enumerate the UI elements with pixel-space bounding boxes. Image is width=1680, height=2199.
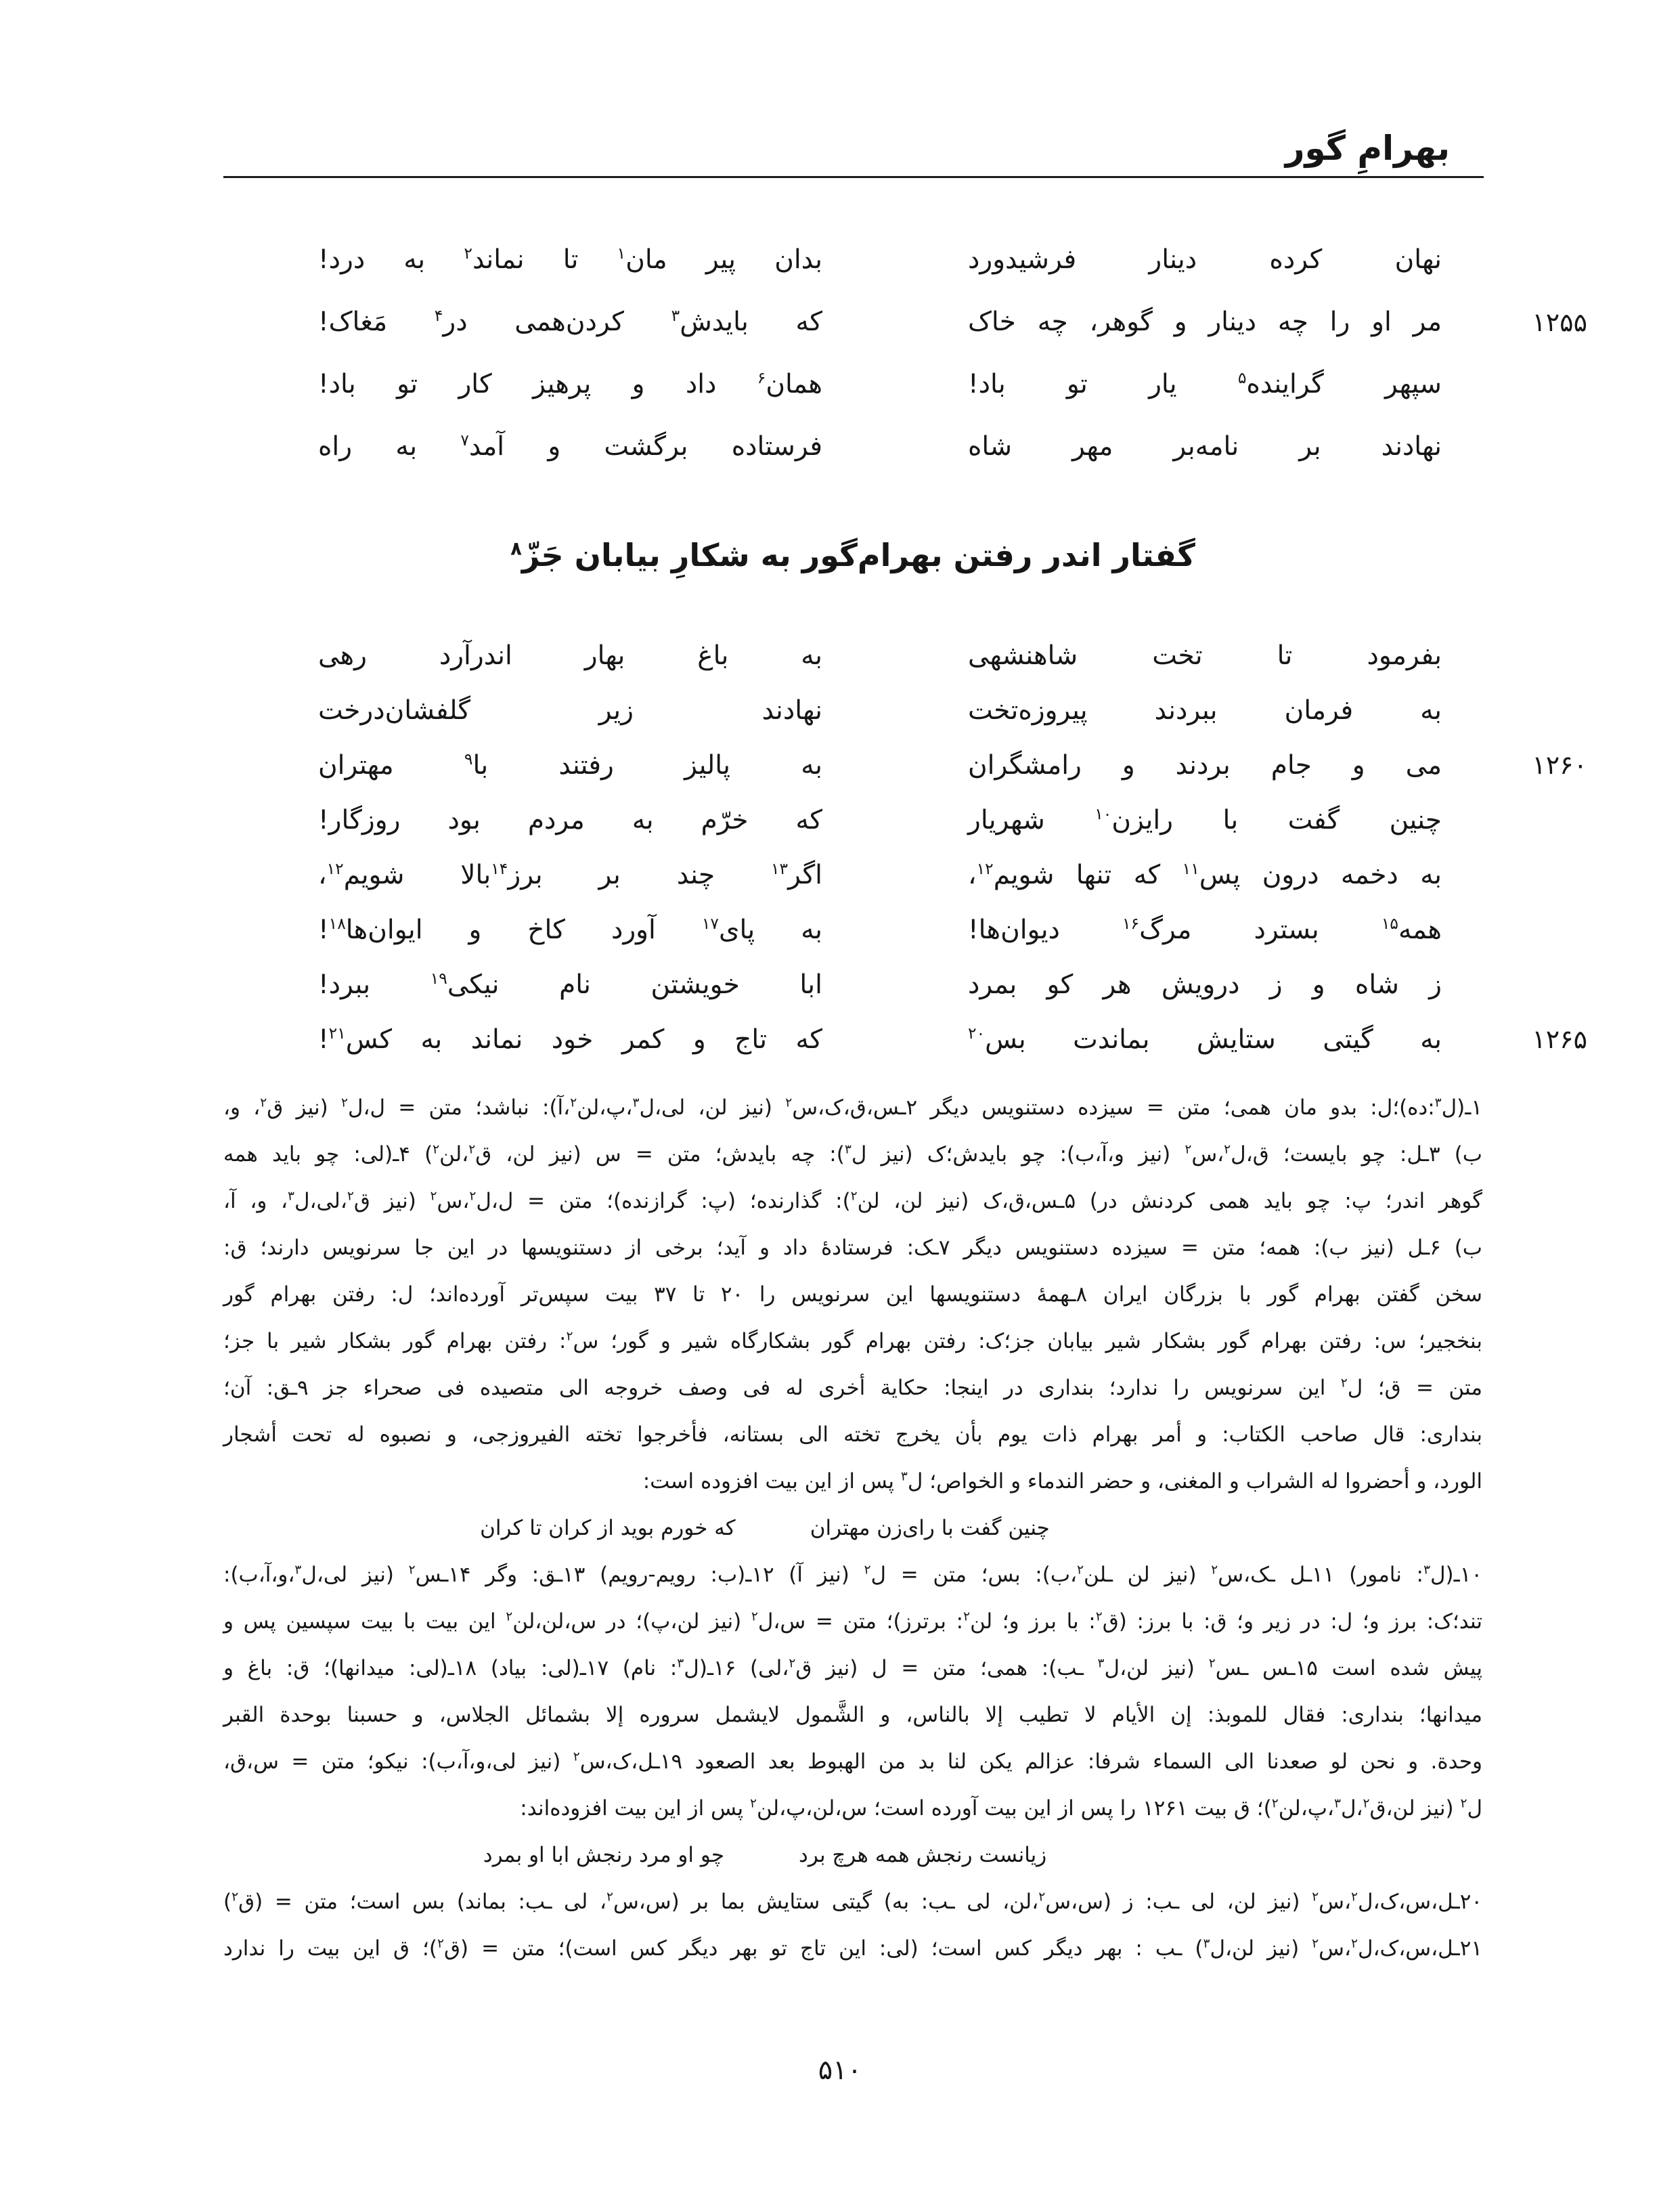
footnote-row [223, 1598, 1482, 1645]
hemistich-left: همان$^۶$ داد و پرهیز کار تو باد! [318, 368, 822, 399]
footnote-row [223, 1318, 1482, 1365]
footnote-text: پیش شده است ۱۵ـس ـس$^۲$ (نیز لن،ل$^۳$ ـب): همی؛ متن = ل (نیز ق$^۲$،لی) ۱۶ـ(ل$^۳$: نام) ۱۷ـ(لی: بیاد) ۱۸ـ(لی: میدانها)؛ ق: باغ و [223, 1656, 1482, 1680]
footnote-verse-right: زیانست رنجش همه هرچ برد [799, 1843, 1047, 1867]
footnote-text: ۲۱ـل،س،ک،ل$^۲$،س$^۲$ (نیز لن،ل$^۳$) ـب : بهر دیگر کس است؛ (لی: این تاج تو بهر دیگر کس است)؛ متن = (ق$^۲$)؛ ق این بیت را ندارد [223, 1936, 1482, 1961]
footnote-verse-right: چنین گفت با رای‌زن مهتران [810, 1516, 1050, 1540]
footnote-row [223, 1085, 1482, 1131]
footnote-text: ب) ۶ـل (نیز ب): همه؛ متن = سیزده دستنویس دیگر ۷ـک: فرستادهٔ داد و آید؛ برخی از دستنویسها در این جا سرنویس دارند؛ ق: [223, 1236, 1482, 1260]
hemistich-left: اگر$^{۱۳}$ چند بر برز$^{۱۴}$بالا شویم$^{۱۲}$، [318, 859, 822, 890]
footnote-text: تند؛ک: برز و؛ ل: در زیر و؛ ق: با برز: (ق$^۲$: با برز و؛ لن$^۲$: برترز)؛ متن = س،ل$^۲$ (نیز لن،پ)؛ در س،لن،لن$^۲$ این بیت با بیت سپسین پس و [223, 1609, 1483, 1634]
footnote-row [223, 1458, 1482, 1505]
hemistich-left: به پای$^{۱۷}$ آورد کاخ و ایوان‌ها$^{۱۸}$! [318, 914, 822, 945]
verse-couplet-row [223, 416, 1482, 478]
footnote-row [223, 1225, 1482, 1271]
footnote-row [223, 1365, 1482, 1412]
footnote-text: الورد، و أحضروا له الشراب و المغنی، و حضر الندماء و الخواص؛ ل$^۳$ پس از این بیت افزوده است: [642, 1469, 1482, 1494]
footnote-row [223, 1552, 1482, 1598]
verse-couplet-row [223, 848, 1482, 902]
hemistich-left: فرستاده برگشت و آمد$^۷$ به راه [318, 431, 822, 462]
header-rule [223, 176, 1484, 178]
hemistich-left: که تاج و کمر خود نماند به کس$^{۲۱}$! [318, 1024, 822, 1055]
hemistich-left: بدان پیر مان$^۱$ تا نماند$^۲$ به درد! [318, 244, 822, 275]
hemistich-right: به دخمه درون پس$^{۱۱}$ که تنها شویم$^{۱۲}$، [968, 859, 1442, 890]
critical-apparatus-footnotes [223, 1085, 1482, 1972]
hemistich-left: که خرّم به مردم بود روزگار! [318, 805, 822, 835]
hemistich-right: ز شاه و ز درویش هر کو بمرد [968, 970, 1442, 1000]
verse-block-1 [223, 229, 1587, 478]
footnote-text: ۲۰ـل،س،ک،ل$^۲$،س$^۲$ (نیز لن، لی ـب: ز (س،س$^۲$،لن، لی ـب: به) گیتی ستایش بما بر (س،س$^۲$، لی ـب: بماند) بس است؛ متن = (ق$^۲$) [223, 1890, 1482, 1914]
hemistich-right: به فرمان ببردند پیروزه‌تخت [968, 695, 1442, 726]
verse-couplet-row [223, 1012, 1587, 1067]
footnote-row [223, 1645, 1482, 1692]
page-number: ۵۱۰ [818, 2055, 862, 2086]
verse-couplet-row [223, 229, 1482, 291]
verse-line-number: ۱۲۶۵ [1532, 1024, 1587, 1054]
footnote-row [223, 1178, 1482, 1225]
running-head-title: بهرامِ گور [1285, 129, 1450, 168]
footnote-text: ب) ۳ـل: چو بایست؛ ق،ل$^۲$،س$^۲$ (نیز و،آ،ب): چو بایدش؛ک (نیز ل$^۳$): چه بایدش؛ متن = س (نیز لن، ق$^۲$،لن$^۲$) ۴ـ(لی: چو باید همه [223, 1142, 1482, 1167]
footnote-row [223, 1925, 1482, 1972]
hemistich-right: می و جام بردند و رامشگران [968, 750, 1442, 781]
hemistich-left: نهادند زیر گلفشان‌درخت [318, 695, 822, 726]
footnote-text: ل$^۲$ (نیز لن،ق$^۲$،ل$^۳$،پ،لن$^۲$)؛ ق بیت ۱۲۶۱ را پس از این بیت آورده است؛ س،لن،پ،لن$^۲$ پس از این بیت افزوده‌اند: [520, 1796, 1482, 1821]
hemistich-left: ابا خویشتن نام نیکی$^{۱۹}$ ببرد! [318, 969, 822, 1000]
hemistich-right: به گیتی ستایش بماندت بس$^{۲۰}$ [968, 1024, 1442, 1055]
verse-line-number: ۱۲۶۰ [1532, 750, 1587, 780]
footnote-row [223, 1692, 1482, 1739]
footnote-row [223, 1879, 1482, 1925]
hemistich-right: سپهر گراینده$^۵$ یار تو باد! [968, 368, 1442, 399]
footnote-verse-left: چو او مرد رنجش ابا او بمرد [483, 1843, 725, 1867]
footnote-row [223, 1739, 1482, 1785]
footnote-text: بنخجیر؛ س: رفتن بهرام گور بشکار شیر بیابان جز؛ک: رفتن بهرام گور بشکارگاه شیر و گور؛ س$^۲$: رفتن بهرام گور بشکار شیر با جز؛ [223, 1329, 1482, 1353]
footnote-text: متن = ق؛ ل$^۲$ این سرنویس را ندارد؛ بنداری در اینجا: حکایة أخری له فی وصف خروجه الی متصیده فی صحراء جز ۹ـق: آن؛ [223, 1376, 1482, 1400]
hemistich-right: مر او را چه دینار و گوهر، چه خاک [968, 307, 1442, 337]
verse-block-2 [223, 628, 1587, 1067]
footnote-text: بنداری: قال صاحب الکتاب: و أمر بهرام ذات یوم بأن یخرج تخته الی بستانه، فأخرجوا تخته الفیروزجی، و نصبوه له تحت أشجار [223, 1422, 1482, 1447]
footnote-text: سخن گفتن بهرام گور با بزرگان ایران ۸ـهمهٔ دستنویسها این سرنویس را ۲۰ تا ۳۷ بیت سپس‌تر آورده‌اند؛ ل: رفتن بهرام گور [223, 1282, 1483, 1307]
footnote-text: وحدة. و نحن لو صعدنا الی السماء شرفا: عزالم یکن لنا بد من الهبوط بعد الصعود ۱۹ـل،ک،س$^۲$ (نیز لی،و،آ،ب): نیکو؛ متن = س،ق، [223, 1749, 1482, 1774]
footnote-row [223, 1412, 1482, 1458]
footnote-row [223, 1785, 1482, 1832]
footnote-row [135, 1832, 1394, 1879]
verse-couplet-row [223, 902, 1482, 957]
footnote-text: ۱۰ـ(ل$^۳$: نامور) ۱۱ـل ـک،س$^۲$ (نیز لن ـلن$^۲$،ب): بس؛ متن = ل$^۲$ (نیز آ) ۱۲ـ(ب: رویم-رویم) ۱۳ـق: وگر ۱۴ـس$^۲$ (نیز لی،ل$^۳$،و،آ،ب): [223, 1563, 1483, 1587]
footnote-row [223, 1271, 1482, 1318]
footnote-verse-left: که خورم بوید از کران تا کران [480, 1516, 736, 1540]
hemistich-left: که بایدش$^۳$ کردن‌همی در$^۴$ مَغاک! [318, 306, 822, 337]
hemistich-right: چنین گفت با رایزن$^{۱۰}$ شهریار [968, 804, 1442, 835]
section-heading: گفتار اندر رفتن بهرام‌گور به شکارِ بیابان جَزّ$^۸$ [510, 537, 1195, 573]
verse-couplet-row [223, 957, 1482, 1012]
footnote-text: گوهر اندر؛ پ: چو باید همی کردنش در) ۵ـس،ق،ک (نیز لن، لن$^۲$): گذارنده؛ (پ: گرازنده)؛ متن = ل،ل$^۲$،س$^۲$ (نیز ق$^۲$،لی،ل$^۳$، و، آ، [223, 1189, 1482, 1213]
verse-couplet-row [223, 683, 1482, 738]
verse-line-number: ۱۲۵۵ [1532, 307, 1587, 337]
hemistich-right: همه$^{۱۵}$ بسترد مرگ$^{۱۶}$ دیوان‌ها! [968, 914, 1442, 945]
hemistich-right: نهادند بر نامه‌بر مهر شاه [968, 431, 1442, 462]
verse-couplet-row [223, 291, 1587, 353]
hemistich-left: به باغ بهار اندرآرد رهی [318, 640, 822, 671]
hemistich-left: به پالیز رفتند با$^۹$ مهتران [318, 749, 822, 781]
verse-couplet-row [223, 353, 1482, 416]
footnote-text: ۱ـ(ل$^۳$:ده)؛ل: بدو مان همی؛ متن = سیزده دستنویس دیگر ۲ـس،ق،ک،س$^۲$ (نیز لن، لی،ل$^۳$،پ،لن$^۲$،آ): نباشد؛ متن = ل،ل$^۲$ (نیز ق$^۲$، و، [223, 1095, 1483, 1120]
footnote-row [135, 1505, 1394, 1552]
verse-couplet-row [223, 738, 1587, 793]
verse-couplet-row [223, 793, 1482, 848]
hemistich-right: بفرمود تا تخت شاهنشهی [968, 640, 1442, 671]
hemistich-right: نهان کرده دینار فرشیدورد [968, 244, 1442, 275]
footnote-row [223, 1131, 1482, 1178]
footnote-text: میدانها؛ بنداری: فقال للموبذ: إن الأیام لا تطیب إلا بالناس، و الشَّمول لایشمل سروره إلا بشمائل الجلاس، و حسبنا بوحدة القبر [223, 1703, 1482, 1727]
verse-couplet-row [223, 628, 1482, 683]
